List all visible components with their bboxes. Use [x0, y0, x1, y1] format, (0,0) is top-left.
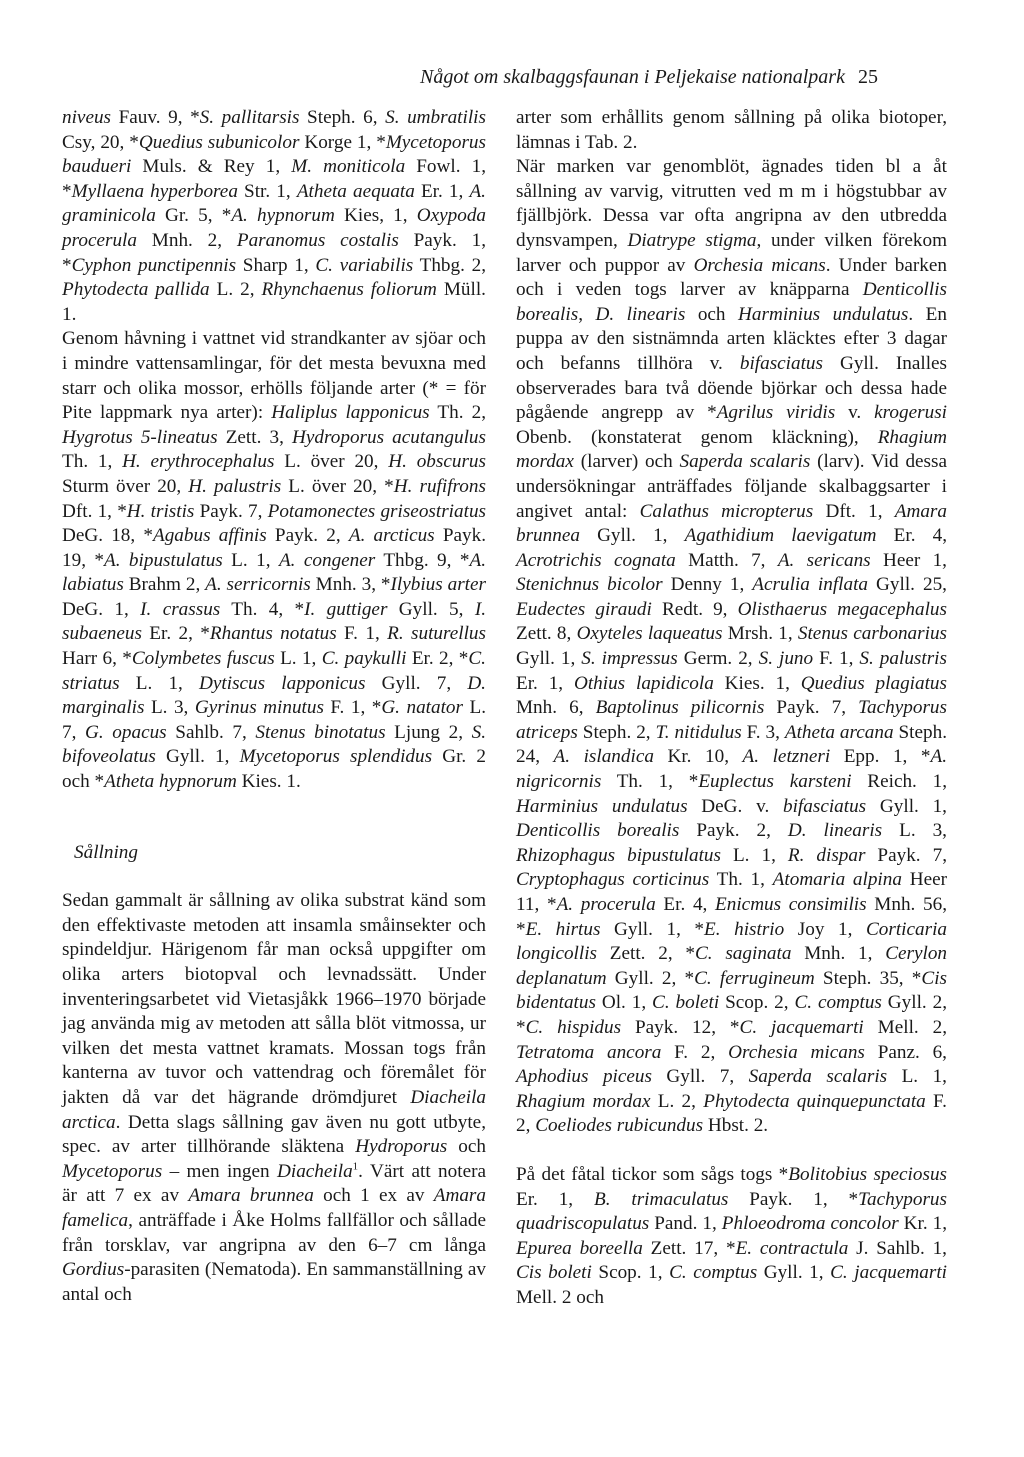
left-column	[62, 106, 486, 1307]
right-column	[516, 106, 947, 1311]
paragraph-fjallbjork: När marken var genomblöt, ägnades tiden bl a åt sållning av varvig, vitrutten ved m m i högstubbar av fjällbjörk. Dessa var ofta angripna av den utbredda dynsvampen, Diatrype stigma, under vilken förekom larver och puppor av Orchesia micans. Under barken och i veden togs larver av knäpparna Denticollis borealis, D. linearis och Harminius undulatus. En puppa av den sistnämnda arten kläcktes efter 3 dagar och befanns tillhöra v. bifasciatus Gyll. Inalles observerades bara två döende björkar och dessa hade pågående angrepp av *Agrilus viridis v. krogerusi Obenb. (konstaterat genom kläckning), Rhagium mordax (larver) och Saperda scalaris (larv). Vid dessa undersökningar anträffades följande skalbaggsarter i angivet antal: Calathus micropterus Dft. 1, Amara brunnea Gyll. 1, Agathidium laevigatum Er. 4, Acrotrichis cognata Matth. 7, A. sericans Heer 1, Stenichnus bicolor Denny 1, Acrulia inflata Gyll. 25, Eudectes giraudi Redt. 9, Olisthaerus megacephalus Zett. 8, Oxyteles laqueatus Mrsh. 1, Stenus carbonarius Gyll. 1, S. impressus Germ. 2, S. juno F. 1, S. palustris Er. 1, Othius lapidicola Kies. 1, Quedius plagiatus Mnh. 6, Baptolinus pilicornis Payk. 7, Tachyporus atriceps Steph. 2, T. nitidulus F. 3, Atheta arcana Steph. 24, A. islandica Kr. 10, A. letzneri Epp. 1, *A. nigricornis Th. 1, *Euplectus karsteni Reich. 1, Harminius undulatus DeG. v. bifasciatus Gyll. 1, Denticollis borealis Payk. 2, D. linearis L. 3, Rhizophagus bipustulatus L. 1, R. dispar Payk. 7, Cryptophagus corticinus Th. 1, Atomaria alpina Heer 11, *A. procerula Er. 4, Enicmus consimilis Mnh. 56, *E. hirtus Gyll. 1, *E. histrio Joy 1, Corticaria longicollis Zett. 2, *C. saginata Mnh. 1, Cerylon deplanatum Gyll. 2, *C. ferrugineum Steph. 35, *Cis bidentatus Ol. 1, C. boleti Scop. 2, C. comptus Gyll. 2, *C. hispidus Payk. 12, *C. jacquemarti Mell. 2, Tetratoma ancora F. 2, Orchesia micans Panz. 6, Aphodius piceus Gyll. 7, Saperda scalaris L. 1, Rhagium mordax L. 2, Phytodecta quinquepunctata F. 2, Coeliodes rubicundus Hbst. 2.	[516, 156, 948, 1137]
paragraph-sallning: Sedan gammalt är sållning av olika substrat känd som den effektivaste metoden att insamla småinsekter och spindeldjur. Härigenom får man också uppgifter om olika arters biotopval och levnadssätt. Under inventeringsarbetet vid Vietasjåkk 1966–1970 började jag använda mig av metoden att sålla blöt vitmossa, ur vilken det mesta vattnet kramats. Mossan togs från kanterna av tuvor och vattendrag och föremålet för jakten då var det hägrande drömdjuret Diacheila arctica. Detta slags sållning gav även nu gott utbyte, spec. av arter tillhörande släktena Hydroporus och Mycetoporus – men ingen Diacheila$^1$. Värt att notera är att 7 ex av Amara brunnea och 1 ex av Amara famelica, anträffade i Åke Holms fallfällor och sållade från torsklav, var angripna av den 6–7 cm långa Gordius-parasiten (Nematoda). En sammanställning av antal och	[62, 890, 486, 1305]
paragraph-tab2-reference: arter som erhållits genom sållning på olika biotoper, lämnas i Tab. 2.	[516, 107, 947, 153]
paragraph-gap	[516, 1139, 947, 1163]
running-header	[420, 66, 965, 89]
section-heading-sallning: Sållning	[74, 841, 138, 863]
paragraph-tickor: På det fåtal tickor som sågs togs *Bolitobius speciosus Er. 1, B. trimaculatus Payk. 1, *Tachyporus quadriscopulatus Pand. 1, Phloeodroma concolor Kr. 1, Epurea boreella Zett. 17, *E. contractula J. Sahlb. 1, Cis boleti Scop. 1, C. comptus Gyll. 1, C. jacquemarti Mell. 2 och	[516, 1163, 948, 1308]
running-title: Något om skalbaggsfaunan i Peljekaise nationalpark	[420, 66, 845, 88]
page-number: 25	[857, 66, 878, 88]
paragraph-species-list-continued: niveus Fauv. 9, *S. pallitarsis Steph. 6, S. umbratilis Csy, 20, *Quedius subunicolor Korge 1, *Mycetoporus baudueri Muls. & Rey 1, M. moniticola Fowl. 1, *Myllaena hyperborea Str. 1, Atheta aequata Er. 1, A. graminicola Gr. 5, *A. hypnorum Kies, 1, Oxypoda procerula Mnh. 2, Paranomus costalis Payk. 1, *Cyphon punctipennis Sharp 1, C. variabilis Thbg. 2, Phytodecta pallida L. 2, Rhynchaenus foliorum Müll. 1.	[62, 107, 487, 325]
paragraph-havning: Genom håvning i vattnet vid strandkanter av sjöar och i mindre vattensamlingar, för det mesta bevuxna med starr och olika mossor, erhölls följande arter (* = för Pite lappmark nya arter): Haliplus lapponicus Th. 2, Hygrotus 5-lineatus Zett. 3, Hydroporus acutangulus Th. 1, H. erythrocephalus L. över 20, H. obscurus Sturm över 20, H. palustris L. över 20, *H. rufifrons Dft. 1, *H. tristis Payk. 7, Potamonectes griseostriatus DeG. 18, *Agabus affinis Payk. 2, A. arcticus Payk. 19, *A. bipustulatus L. 1, A. congener Thbg. 9, *A. labiatus Brahm 2, A. serricornis Mnh. 3, *Ilybius arter DeG. 1, I. crassus Th. 4, *I. guttiger Gyll. 5, I. subaeneus Er. 2, *Rhantus notatus F. 1, R. suturellus Harr 6, *Colymbetes fuscus L. 1, C. paykulli Er. 2, *C. striatus L. 1, Dytiscus lapponicus Gyll. 7, D. marginalis L. 3, Gyrinus minutus F. 1, *G. natator L. 7, G. opacus Sahlb. 7, Stenus binotatus Ljung 2, S. bifoveolatus Gyll. 1, Mycetoporus splendidus Gr. 2 och *Atheta hypnorum Kies. 1.	[62, 328, 487, 793]
